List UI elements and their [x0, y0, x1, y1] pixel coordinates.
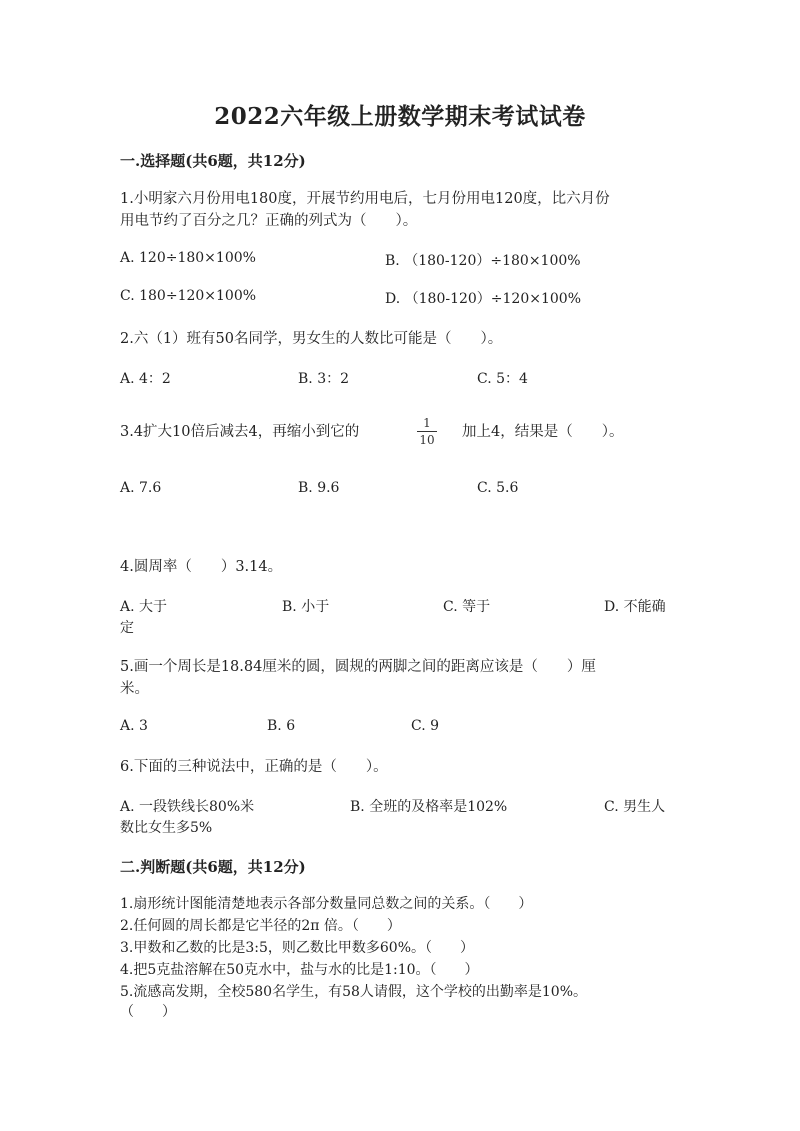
question-6-option-c-wrap: 数比女生多5% [120, 820, 213, 836]
question-2-option-c: C. 5：4 [477, 371, 528, 387]
page-title: 2022六年级上册数学期末考试试卷 [214, 103, 586, 130]
question-5-line-2: 米。 [120, 681, 149, 697]
judge-item-4: 4.把5克盐溶解在50克水中，盐与水的比是1:10。（ ） [120, 962, 479, 978]
section-heading-choice: 一.选择题(共6题，共12分) [120, 152, 306, 170]
question-6-option-c: C. 男生人 [604, 799, 666, 815]
question-5-line-1: 5.画一个周长是18.84厘米的圆，圆规的两脚之间的距离应该是（ ）厘 [120, 659, 596, 675]
question-3-text-after: 加上4，结果是（ ）。 [462, 424, 624, 440]
question-5-option-c: C. 9 [411, 718, 440, 734]
judge-item-5-wrap: （ ） [120, 1004, 176, 1020]
fraction-denominator: 10 [419, 433, 435, 447]
question-3-option-c: C. 5.6 [477, 480, 519, 496]
question-4-option-c: C. 等于 [443, 599, 491, 615]
question-1-option-a: A. 120÷180×100% [120, 250, 256, 266]
question-4-option-d: D. 不能确 [604, 599, 666, 615]
fraction-one-tenth [416, 416, 438, 447]
fraction-bar [417, 431, 437, 432]
question-5-option-b: B. 6 [267, 718, 296, 734]
judge-item-3: 3.甲数和乙数的比是3:5，则乙数比甲数多60%。（ ） [120, 940, 475, 956]
question-4-option-d-wrap: 定 [120, 620, 134, 636]
question-6-text: 6.下面的三种说法中，正确的是（ ）。 [120, 759, 388, 775]
section-heading-judge: 二.判断题(共6题，共12分) [120, 858, 306, 876]
judge-item-5: 5.流感高发期，全校580名学生，有58人请假，这个学校的出勤率是10%。 [120, 984, 588, 1000]
question-2-text: 2.六（1）班有50名同学，男女生的人数比可能是（ ）。 [120, 331, 503, 347]
question-3-option-a: A. 7.6 [120, 480, 162, 496]
question-2-option-a: A. 4：2 [120, 371, 171, 387]
question-6-option-b: B. 全班的及格率是102% [350, 799, 508, 815]
question-4-option-a: A. 大于 [120, 599, 168, 615]
question-4-text: 4.圆周率（ ）3.14。 [120, 559, 283, 575]
question-3-option-b: B. 9.6 [298, 480, 340, 496]
question-1-option-c: C. 180÷120×100% [120, 288, 257, 304]
question-4-option-b: B. 小于 [282, 599, 330, 615]
question-1-line-2: 用电节约了百分之几？正确的列式为（ ）。 [120, 213, 418, 229]
question-5-option-a: A. 3 [120, 718, 148, 734]
judge-item-2: 2.任何圆的周长都是它半径的2π 倍。（ ） [120, 918, 401, 934]
question-6-option-a: A. 一段铁线长80%米 [120, 799, 255, 815]
question-1-option-b: B. （180-120）÷180×100% [385, 253, 581, 269]
question-1-option-d: D. （180-120）÷120×100% [385, 291, 582, 307]
fraction-numerator: 1 [423, 416, 431, 430]
judge-item-1: 1.扇形统计图能清楚地表示各部分数量同总数之间的关系。（ ） [120, 896, 533, 912]
question-1-line-1: 1.小明家六月份用电180度，开展节约用电后，七月份用电120度，比六月份 [120, 191, 610, 207]
question-2-option-b: B. 3：2 [298, 371, 350, 387]
question-3-text-before: 3.4扩大10倍后减去4，再缩小到它的 [120, 424, 360, 440]
